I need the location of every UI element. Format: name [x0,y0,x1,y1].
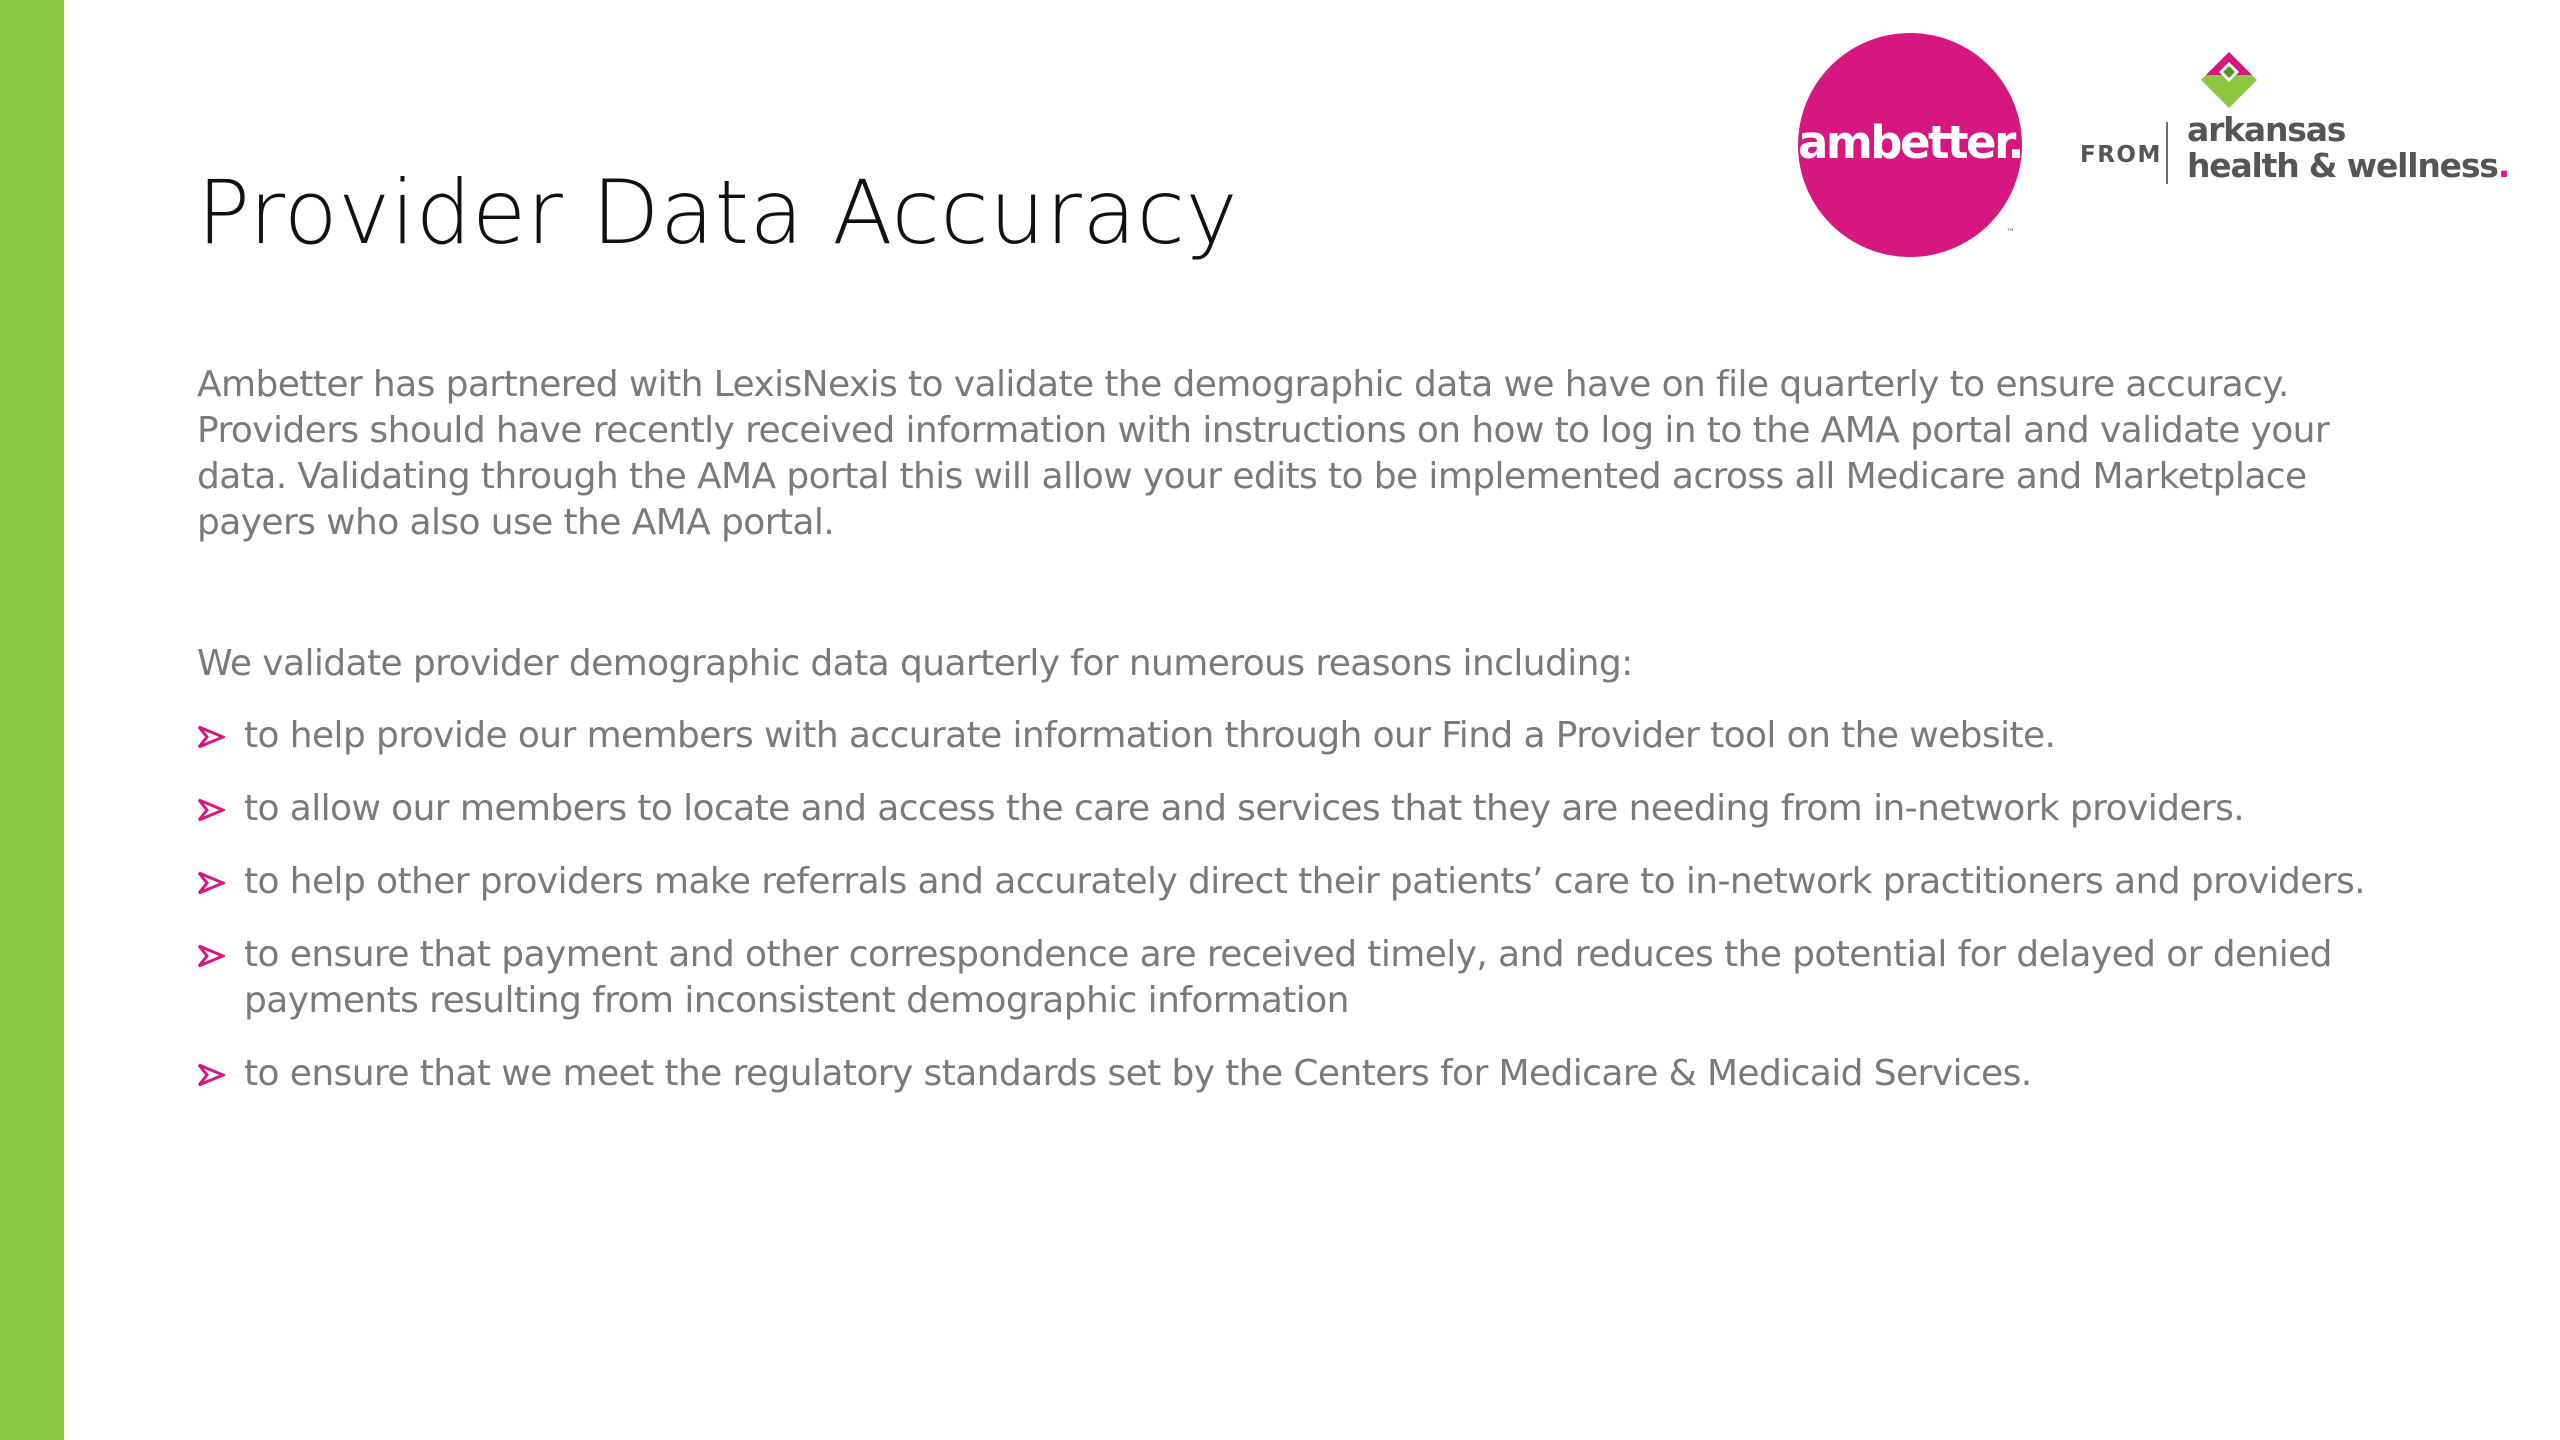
ambetter-logo-wordmark: ambetter. [1798,116,2022,169]
arrow-bullet-icon [197,1063,225,1087]
logo-divider [2166,122,2168,184]
slide-title: Provider Data Accuracy [197,161,1239,264]
intro-paragraph: Ambetter has partnered with LexisNexis to validate the demographic data we have on file quarterly to ensure accuracy. Providers should have recently received information with instructions on how to log in to the AMA portal and validate your data. Validating through the AMA portal this will allow your edits to be implemented across all Medicare and Marketplace payers who also use the AMA portal. [197,364,2330,543]
list-item-text: to ensure that we meet the regulatory standards set by the Centers for Medicare & Medicaid Services. [244,1053,2032,1094]
arrow-bullet-icon [197,944,225,968]
list-item [197,786,2377,832]
partner-name-line2 [2187,148,2509,184]
partner-name-line1: arkansas [2187,110,2346,149]
arrow-bullet-icon [197,871,225,895]
green-accent-bar [0,0,64,1440]
list-item-text: to help provide our members with accurate information through our Find a Provider tool on the website. [244,715,2056,756]
list-item-text: to ensure that payment and other correspondence are received timely, and reduces the potential for delayed or denied payments resulting from inconsistent demographic information [244,934,2332,1021]
trademark-symbol: ™ [2006,228,2015,238]
arkansas-health-wellness-logo-icon [2197,50,2261,110]
list-item [197,1051,2377,1097]
arrow-bullet-icon [197,725,225,749]
reasons-list [197,713,2377,1097]
arrow-bullet-icon [197,798,225,822]
list-item [197,859,2377,905]
list-item [197,932,2377,1024]
list-item-text: to help other providers make referrals and accurately direct their patients’ care to in-network practitioners and providers. [244,861,2366,902]
ambetter-logo [1798,33,2022,257]
partner-name-line2-text: health & wellness [2187,146,2498,185]
list-item [197,713,2377,759]
from-label: FROM [2080,142,2162,168]
lead-in-text: We validate provider demographic data quarterly for numerous reasons including: [197,643,1633,684]
list-item-text: to allow our members to locate and access the care and services that they are needing from in-network providers. [244,788,2245,829]
partner-name-dot: . [2497,146,2510,185]
slide-body [197,362,2377,1124]
